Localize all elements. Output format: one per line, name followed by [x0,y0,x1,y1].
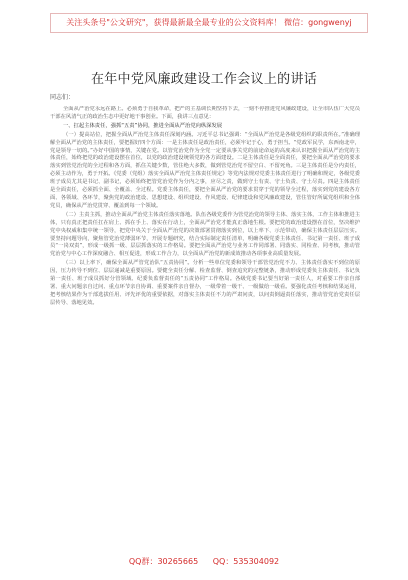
salutation: 同志们： [50,94,75,101]
document-title: 在年中党风廉政建设工作会议上的讲话 [90,72,318,87]
paragraph-intro: 全面从严治党永远在路上。必须勇于自我革命，把严的主基调长期坚持下去，一刻不停推进党风廉政建设，让全市队伍广大党员干部在风清气正的政治生态中更好地干事创业。下面，我讲三点意见： [50,106,360,120]
qq-group-label: QQ群：30265665 [128,557,199,566]
paragraph-subsection-2: （二）主责主抓，推动全面从严治党主体责任落实落地。队伍各级党委作为管党治党的领导主体、落实主体，工作主体和推进主体，只有真正把责任扛在肩上、抓在手上、落实在行动上，全面从严治党才能真正落地生根。要把党的政治建设摆在首位，坚决维护党中央权威和集中统一领导，把党中央关于全面从严治党的决策部署贯彻落实到位，以上率下、示范带动，确保主体责任层层压实。要坚持问题导向，聚焦管党治党薄弱环节，开展专题研究，结合实际制定责任清单，明确各级党委主体责任、书记第一责任、班子成员“一岗双责”，形成一级抓一级、层层抓落实的工作格局。要把全面从严治党与业务工作同部署、同落实、同检查、同考核，推动管党治党与中心工作深度融合、相互促进，形成工作合力，以全面从严治党的新成效推动各项事业高质量发展。 [50,211,360,258]
document-body [50,106,360,544]
contact-footer [0,556,408,567]
paragraph-subsection-1: （一）提高站位，把握全面从严治党主体责任深刻内涵。习近平总书记强调：“全面从严治党是各级党组织的职责所在。”准确理解全面从严治党的主体责任，要把握好四个方面：一是主体责任是政治责任，必须牢记于心，勇于担当。“党政军民学，东西南北中，党是领导一切的。”办好中国的事情，关键在党。以管党治党作为全党一定要从事关党的前途命运的高度来认识把握全面从严治党的主体责任，始终把党的政治建设摆在首位，以党的政治建设统领党的各方面建设。二是主体责任是全面责任，要把全面从严治党的要求落实到管党治党的全过程和各方面，抓住关键少数，管住绝大多数，做到管党治党不留空白、不留死角。三是主体责任是分内责任，必须主动作为，勇于开拓。《党委（党组）落实全面从严治党主体责任规定》等党内法规对党委主体责任进行了明确和规定，各级党委班子成员尤其是书记、副书记，必须始终把管党治党作为分内之事，应尽之责，做到守土有责、守土负责、守土尽责。四是主体责任是全面责任，必须抓全面、全覆盖、全过程。党委主体责任，要把全面从严治党的要求贯穿于党的领导全过程，落实到党的建设各方面、各领域、各环节，聚焦党的政治建设、思想建设、组织建设、作风建设、纪律建设和党风廉政建设，管住管好所属党组织和全体党员，确保从严治党贯穿、覆盖到每一个领域。 [50,131,360,209]
promo-banner[interactable]: 关注头条号"公文研究"，获得最新最全最专业的公文资料库！ 微信：gongwenyj [50,13,368,33]
section-heading: 一、扛起主体责任，强抓“五责”协同，推进全面从严治党向纵深发展 [63,122,223,129]
qq-label: QQ：535304092 [212,557,280,566]
paragraph-subsection-3: （三）以上率下，确保全面从严管党治队“五责协同”。分析一些单位党委和领导干部管党治党不力、主体责任落实不到位的原因，压力传导不到位、层层递减是重要原因。要健全责任分解、检查监督、倒查追究的完整链条，推动形成党委负主体责任、书记负第一责任、班子成员抓好分管领域、纪委负监督责任的“五责协同”工作格局。各级党委书记要当好第一责任人，对重要工作亲自部署、重大问题亲自过问、重点环节亲自协调、重要案件亲自督办，一级带着一级干、一级做给一级看。要强化责任考核和结果运用，把考核结果作为干部选拔任用、评先评优的重要依据，对落实主体责任不力的严肃问责，以问责倒逼责任落实，推动管党治党责任层层传导、落地见效。 [50,260,360,306]
